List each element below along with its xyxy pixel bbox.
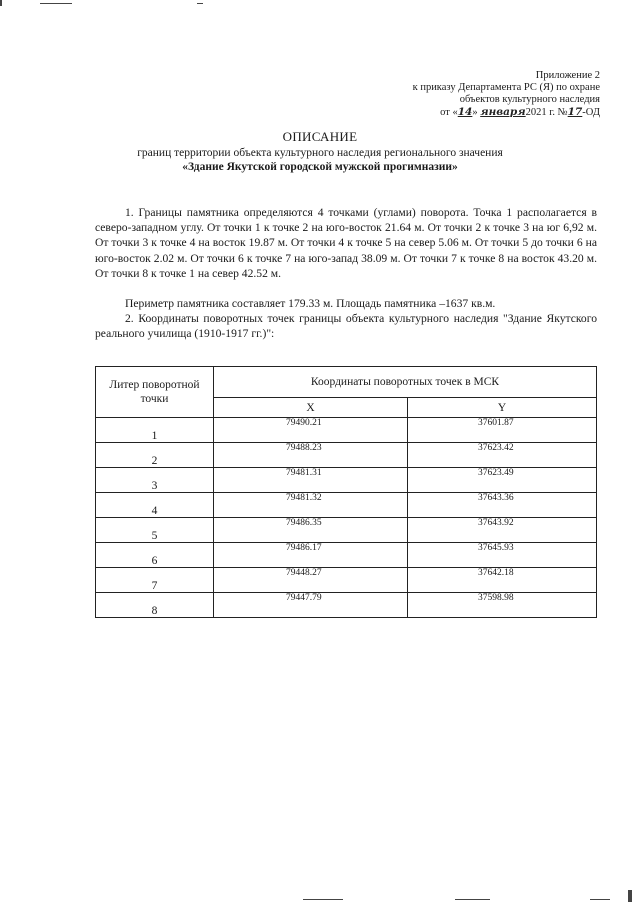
x-value: 79481.32 <box>214 493 408 518</box>
coordinates-table <box>95 366 597 618</box>
object-name: «Здание Якутской городской мужской прогимназии» <box>182 161 458 173</box>
table-row <box>96 543 597 568</box>
y-value: 37643.36 <box>408 493 597 518</box>
table-row <box>96 468 597 493</box>
date-year: 2021 г. № <box>525 107 568 118</box>
header-coords: Координаты поворотных точек в МСК <box>214 367 597 398</box>
date-day: 14 <box>457 106 473 118</box>
header-point: Литер поворотной точки <box>96 367 214 418</box>
x-value: 79447.79 <box>214 593 408 618</box>
appendix-header <box>413 70 600 119</box>
date-mid: » <box>472 107 481 118</box>
y-value: 37601.87 <box>408 418 597 443</box>
y-value: 37623.49 <box>408 468 597 493</box>
appendix-line: к приказу Департамента РС (Я) по охране <box>412 82 600 93</box>
table-row <box>96 493 597 518</box>
scan-mark <box>303 899 343 900</box>
x-value: 79448.27 <box>214 568 408 593</box>
appendix-date-line <box>440 106 600 119</box>
point-number: 5 <box>96 518 214 543</box>
table-row <box>96 568 597 593</box>
x-value: 79486.35 <box>214 518 408 543</box>
table-row <box>96 518 597 543</box>
date-prefix: от « <box>440 107 458 118</box>
y-value: 37643.92 <box>408 518 597 543</box>
table-row <box>96 593 597 618</box>
table-header-row <box>96 367 597 398</box>
y-value: 37598.98 <box>408 593 597 618</box>
x-value: 79490.21 <box>214 418 408 443</box>
y-value: 37642.18 <box>408 568 597 593</box>
y-value: 37645.93 <box>408 543 597 568</box>
order-suffix: -ОД <box>582 107 600 118</box>
table-row <box>96 443 597 468</box>
coordinates-intro-paragraph: 2. Координаты поворотных точек границы объекта культурного наследия "Здание Якутского реального училища (1910-1917 гг.)": <box>95 312 597 341</box>
x-value: 79481.31 <box>214 468 408 493</box>
perimeter-paragraph: Периметр памятника составляет 179.33 м. Площадь памятника –1637 кв.м. <box>125 297 496 310</box>
appendix-line: объектов культурного наследия <box>459 94 600 105</box>
point-number: 3 <box>96 468 214 493</box>
point-number: 8 <box>96 593 214 618</box>
order-number: 17 <box>567 106 583 118</box>
scan-mark <box>455 899 490 900</box>
table-row <box>96 418 597 443</box>
point-number: 7 <box>96 568 214 593</box>
point-number: 1 <box>96 418 214 443</box>
document-title: ОПИСАНИЕ <box>282 129 358 144</box>
boundary-paragraph: 1. Границы памятника определяются 4 точками (углами) поворота. Точка 1 располагается в северо-западном углу. От точки 1 к точке 2 на юго-восток 21.64 м. От точки 2 к точке 3 на юг 6,92 м. От точки 3 к точке 4 на восток 19.87 м. От точки 4 к точке 5 на север 5.06 м. От точки 5 до точки 6 на юго-восток 2.02 м. От точки 6 к точке 7 на юго-запад 38.09 м. От точки 7 к точке 8 на восток 43.20 м. От точки 8 к точке 1 на север 42.52 м. <box>95 206 597 280</box>
scan-mark <box>0 0 2 6</box>
x-value: 79488.23 <box>214 443 408 468</box>
scan-mark <box>590 899 610 900</box>
date-month: января <box>480 106 526 118</box>
document-subtitle: границ территории объекта культурного наследия регионального значения <box>137 147 503 159</box>
point-number: 4 <box>96 493 214 518</box>
x-value: 79486.17 <box>214 543 408 568</box>
scan-mark <box>628 890 632 902</box>
header-y: Y <box>408 398 597 418</box>
appendix-line: Приложение 2 <box>535 70 600 81</box>
point-number: 6 <box>96 543 214 568</box>
y-value: 37623.42 <box>408 443 597 468</box>
scan-mark <box>40 3 72 4</box>
header-x: X <box>214 398 408 418</box>
scan-mark <box>197 3 203 4</box>
point-number: 2 <box>96 443 214 468</box>
